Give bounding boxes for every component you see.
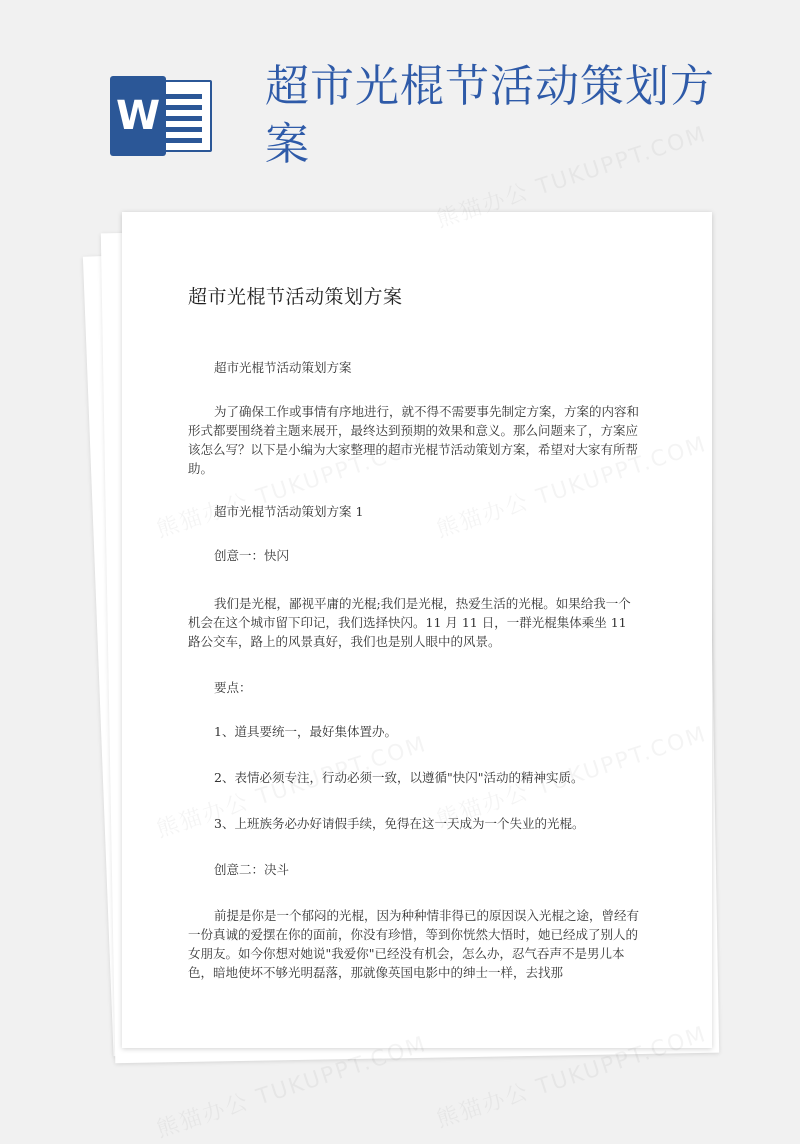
- list-item: 3、上班族务必办好请假手续，免得在这一天成为一个失业的光棍。: [214, 816, 585, 831]
- document-title: 超市光棍节活动策划方案: [188, 286, 403, 308]
- section-heading: 超市光棍节活动策划方案 1: [214, 504, 364, 519]
- word-logo-letter: W: [110, 76, 166, 156]
- list-item: 1、道具要统一，最好集体置办。: [214, 724, 397, 739]
- paragraph: 要点：: [214, 680, 252, 695]
- word-logo: [110, 76, 212, 156]
- document-page: [122, 212, 712, 1048]
- paragraph: 创意一：快闪: [214, 548, 290, 563]
- paragraph: 为了确保工作或事情有序地进行，就不得不需要事先制定方案，方案的内容和形式都要围绕着主题来展开，最终达到预期的效果和意义。那么问题来了，方案应该怎么写？以下是小编为大家整理的超市光棍节活动策划方案，希望对大家有所帮助。: [188, 404, 640, 476]
- banner-title: 超市光棍节活动策划方案: [265, 61, 715, 170]
- paragraph: 超市光棍节活动策划方案: [214, 360, 352, 375]
- paragraph: 创意二：决斗: [214, 862, 290, 877]
- list-item: 2、表情必须专注，行动必须一致，以遵循"快闪"活动的精神实质。: [214, 770, 584, 785]
- paragraph: 我们是光棍，鄙视平庸的光棍;我们是光棍，热爱生活的光棍。如果给我一个机会在这个城市留下印记，我们选择快闪。11 月 11 日，一群光棍集体乘坐 11 路公交车，路上的风景真好，我们也是别人眼中的风景。: [188, 596, 631, 649]
- paragraph: 前提是你是一个郁闷的光棍，因为种种情非得已的原因误入光棍之途，曾经有一份真诚的爱摆在你的面前，你没有珍惜，等到你恍然大悟时，她已经成了别人的女朋友。如今你想对她说"我爱你"已经没有机会，怎么办，忍气吞声不是男儿本色，暗地使坏不够光明磊落，那就像英国电影中的绅士一样，去找那: [188, 908, 640, 980]
